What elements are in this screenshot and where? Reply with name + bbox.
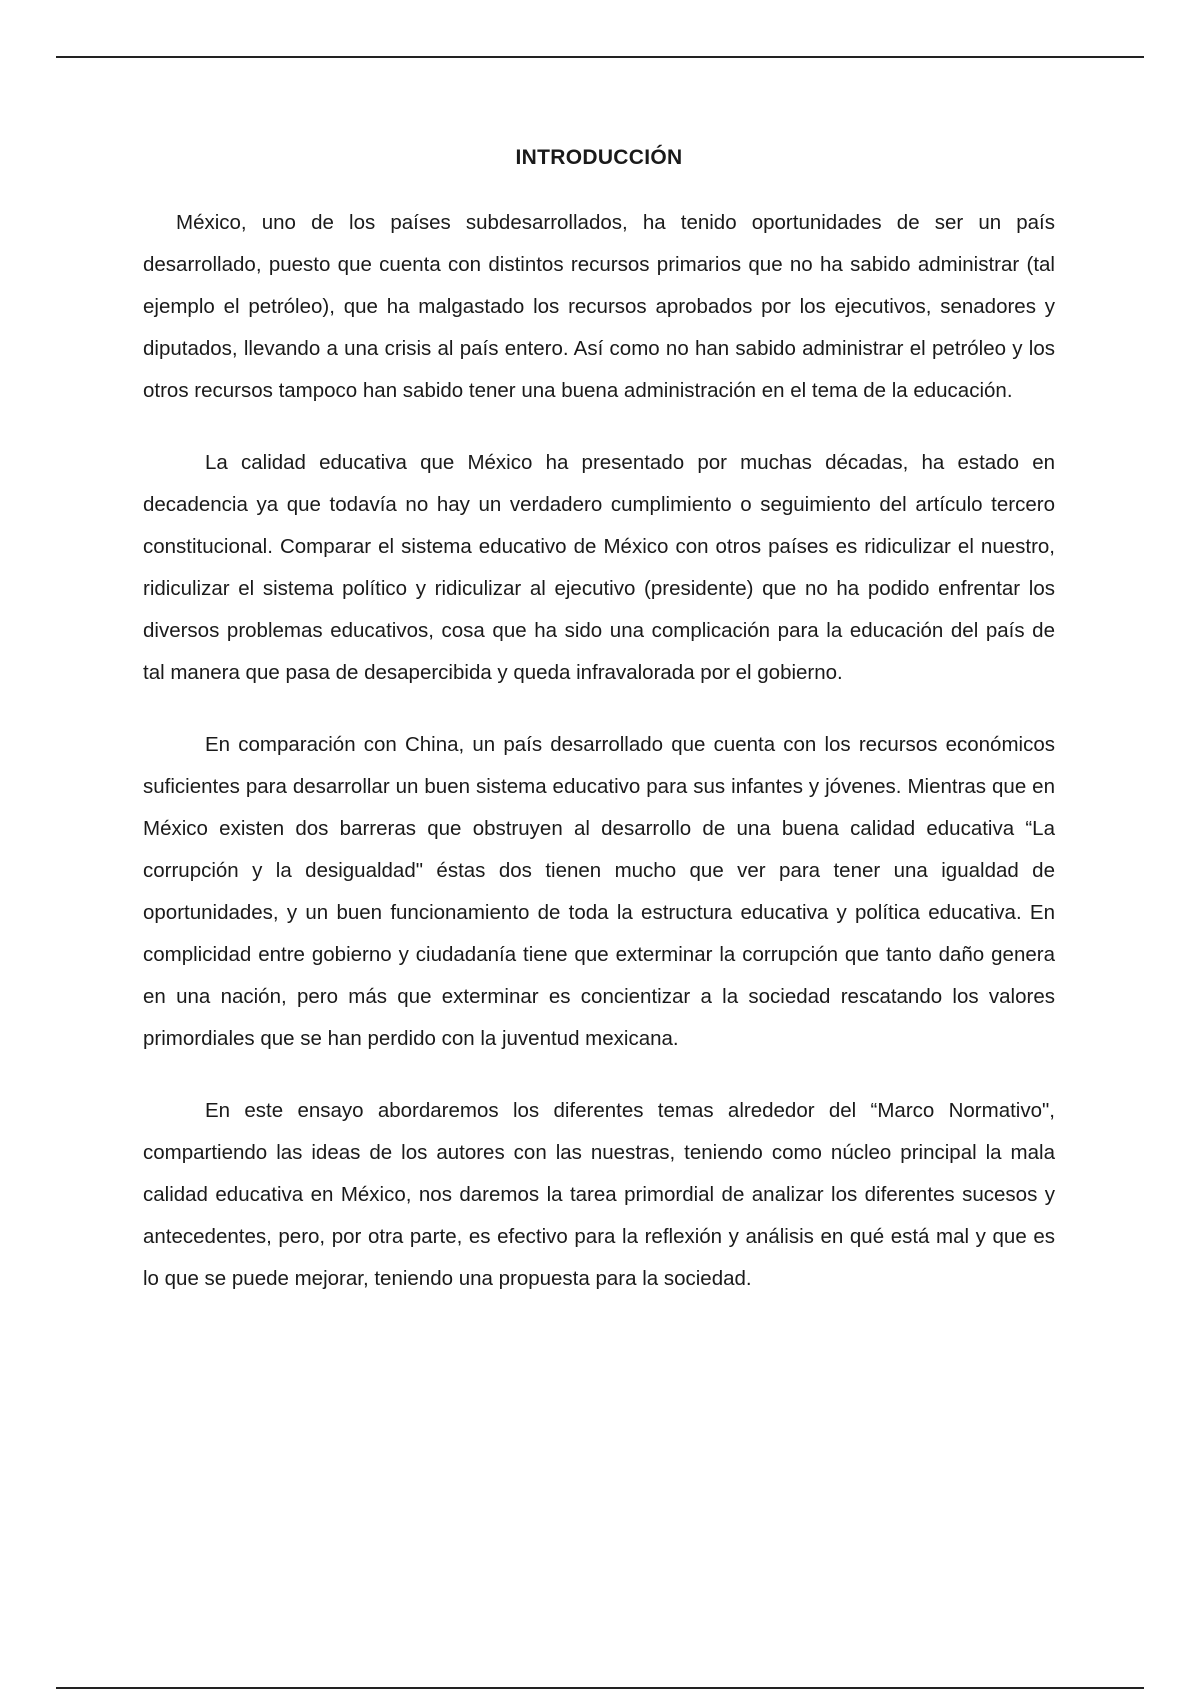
footer-rule	[56, 1687, 1144, 1689]
paragraph-2: La calidad educativa que México ha presentado por muchas décadas, ha estado en decadencia ya que todavía no hay un verdadero cumplimiento o seguimiento del artículo tercero constitucional. Comparar el sistema educativo de México con otros países es ridiculizar el nuestro, ridiculizar el sistema político y ridiculizar al ejecutivo (presidente) que no ha podido enfrentar los diversos problemas educativos, cosa que ha sido una complicación para la educación del país de tal manera que pasa de desapercibida y queda infravalorada por el gobierno.	[143, 451, 1055, 684]
paragraph-1: México, uno de los países subdesarrollados, ha tenido oportunidades de ser un país desarrollado, puesto que cuenta con distintos recursos primarios que no ha sabido administrar (tal ejemplo el petróleo), que ha malgastado los recursos aprobados por los ejecutivos, senadores y diputados, llevando a una crisis al país entero. Así como no han sabido administrar el petróleo y los otros recursos tampoco han sabido tener una buena administración en el tema de la educación.	[143, 211, 1055, 402]
paragraph-4: En este ensayo abordaremos los diferentes temas alrededor del “Marco Normativo", compartiendo las ideas de los autores con las nuestras, teniendo como núcleo principal la mala calidad educativa en México, nos daremos la tarea primordial de analizar los diferentes sucesos y antecedentes, pero, por otra parte, es efectivo para la reflexión y análisis en qué está mal y que es lo que se puede mejorar, teniendo una propuesta para la sociedad.	[143, 1099, 1055, 1290]
paragraph-3: En comparación con China, un país desarrollado que cuenta con los recursos económicos suficientes para desarrollar un buen sistema educativo para sus infantes y jóvenes. Mientras que en México existen dos barreras que obstruyen al desarrollo de una buena calidad educativa “La corrupción y la desigualdad" éstas dos tienen mucho que ver para tener una igualdad de oportunidades, y un buen funcionamiento de toda la estructura educativa y política educativa. En complicidad entre gobierno y ciudadanía tiene que exterminar la corrupción que tanto daño genera en una nación, pero más que exterminar es concientizar a la sociedad rescatando los valores primordiales que se han perdido con la juventud mexicana.	[143, 733, 1055, 1050]
header-rule	[56, 56, 1144, 58]
page-title: INTRODUCCIÓN	[515, 146, 683, 169]
page-body	[143, 140, 1055, 1330]
